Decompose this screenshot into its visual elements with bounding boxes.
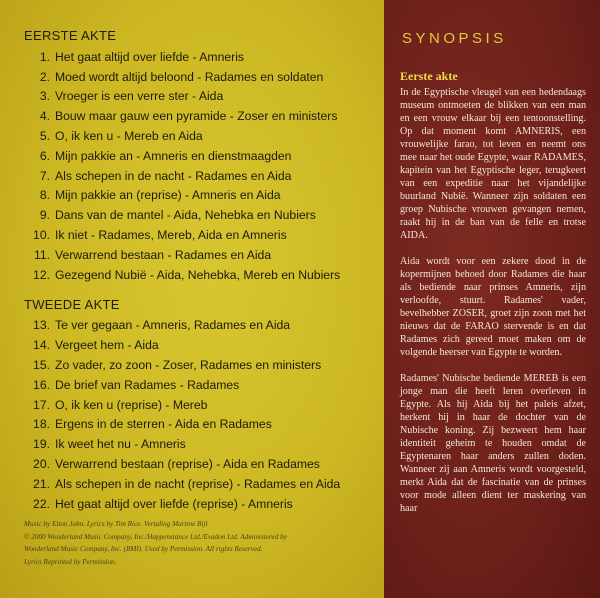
- credits-line: Lyrics Reprinted by Permission.: [24, 557, 117, 566]
- track-title: Als schepen in de nacht (reprise) - Radames en Aida: [55, 476, 341, 491]
- track-title: Bouw maar gauw een pyramide - Zoser en ministers: [55, 109, 338, 124]
- credits-line: Wonderland Music Company, Inc. (BMI). Used by Permission. All rights Reserved.: [24, 545, 263, 553]
- synopsis-paragraph: Aida wordt voor een zekere dood in de kopermijnen behoed door Radames die haar als bediende naar prinses Amneris, zijn verloofde, stuurt. Radames' vader, bevelhebber ZOSER, groet zijn zoon met het nieuws dat de FARAO stervende is en dat Radames zich gereed moet maken om de volgende heerser van Egypte te worden.: [400, 256, 586, 358]
- track-number: 21.: [33, 476, 50, 491]
- track-number: 16.: [33, 377, 50, 392]
- track-item: [24, 395, 384, 415]
- track-number: 19.: [33, 437, 50, 452]
- track-item: [24, 67, 384, 87]
- track-item: [24, 454, 384, 474]
- track-number: 18.: [33, 417, 50, 432]
- track-number: 20.: [33, 457, 50, 472]
- track-title: Zo vader, zo zoon - Zoser, Radames en ministers: [55, 358, 322, 373]
- track-item: [24, 47, 384, 67]
- track-number: 10.: [33, 228, 50, 243]
- track-number: 7.: [39, 168, 50, 183]
- track-item: [24, 316, 384, 336]
- track-title: Ik niet - Radames, Mereb, Aida en Amneris: [55, 228, 287, 243]
- track-number: 15.: [33, 358, 50, 373]
- track-number: 1.: [39, 49, 50, 64]
- track-number: 13.: [33, 318, 50, 333]
- track-item: [24, 186, 384, 206]
- track-title: Te ver gegaan - Amneris, Radames en Aida: [55, 318, 291, 333]
- track-title: Ik weet het nu - Amneris: [55, 437, 186, 452]
- track-title: Gezegend Nubië - Aida, Nehebka, Mereb en Nubiers: [55, 267, 341, 282]
- track-item: [24, 375, 384, 395]
- synopsis-paragraph: In de Egyptische vleugel van een hedendaags museum ontmoeten de blikken van een man en een vrouw elkaar bij een tentoonstelling. Op dat moment komt AMNERIS, een vrouwelijke farao, tot leven en neemt ons mee naar het oude Egypte, waar RADAMES, kapitein van het Egyptische leger, terugkeert van een expeditie naar het vijandelijke buurland Nubië. Wanneer zijn soldaten een groep Nubische vrouwen gevangen nemen, raakt hij in de ban van de felle en trotse AIDA.: [400, 87, 586, 241]
- track-number: 8.: [39, 188, 50, 203]
- act1-heading: EERSTE AKTE: [24, 28, 117, 43]
- track-title: O, ik ken u - Mereb en Aida: [55, 129, 203, 144]
- track-number: 5.: [39, 129, 50, 144]
- track-number: 9.: [39, 208, 50, 223]
- credits-line: © 2000 Wonderland Music Company, Inc./Happenstance Ltd./Evadon Ltd. Administered by: [24, 532, 287, 541]
- track-title: Dans van de mantel - Aida, Nehebka en Nubiers: [55, 208, 316, 223]
- track-number: 6.: [39, 148, 50, 163]
- synopsis-paragraph: Radames' Nubische bediende MEREB is een jonge man die heeft leren overleven in Egypte. Als hij Aida bij het paleis afzet, herkent hij in haar de dochter van de Nubische koning. Zij bezweert hem haar identiteit geheim te houden omdat de Egyptenaren haar anders zullen doden. Wanneer zij aan Amneris wordt voorgesteld, merkt Aida dat de fascinatie van de prinses voor mode alleen dient ter maskering van haar: [400, 373, 586, 514]
- track-item: [24, 474, 384, 494]
- track-item: [24, 434, 384, 454]
- track-title: Als schepen in de nacht - Radames en Aida: [55, 168, 292, 183]
- track-item: [24, 87, 384, 107]
- track-title: De brief van Radames - Radames: [55, 377, 240, 392]
- track-title: Vroeger is een verre ster - Aida: [55, 89, 224, 104]
- track-title: Moed wordt altijd beloond - Radames en soldaten: [55, 69, 324, 84]
- track-number: 2.: [39, 69, 50, 84]
- credits-block: [24, 518, 374, 568]
- track-number: 12.: [33, 267, 50, 282]
- act1-track-list: [24, 47, 384, 285]
- track-title: Vergeet hem - Aida: [55, 338, 159, 353]
- track-item: [24, 225, 384, 245]
- synopsis-title: SYNOPSIS: [402, 30, 507, 47]
- track-item: [24, 106, 384, 126]
- synopsis-panel: [384, 0, 600, 598]
- track-item: [24, 126, 384, 146]
- track-item: [24, 245, 384, 265]
- track-number: 14.: [33, 338, 50, 353]
- synopsis-subheading: Eerste akte: [400, 69, 458, 83]
- track-item: [24, 146, 384, 166]
- track-title: Het gaat altijd over liefde (reprise) - Amneris: [55, 496, 293, 511]
- track-title: Verwarrend bestaan (reprise) - Aida en Radames: [55, 457, 320, 472]
- track-title: Verwarrend bestaan - Radames en Aida: [55, 247, 272, 262]
- track-title: Het gaat altijd over liefde - Amneris: [55, 49, 244, 64]
- track-item: [24, 355, 384, 375]
- credits-line: Music by Elton John. Lyrics by Tim Rice. Vertaling Martine Bijl: [24, 520, 208, 528]
- track-title: Ergens in de sterren - Aida en Radames: [55, 417, 272, 432]
- act2-track-list: [24, 316, 384, 514]
- track-title: Mijn pakkie an (reprise) - Amneris en Aida: [55, 188, 281, 203]
- act2-heading: TWEEDE AKTE: [24, 296, 120, 312]
- track-number: 17.: [33, 397, 50, 412]
- track-item: [24, 205, 384, 225]
- track-number: 11.: [33, 247, 50, 262]
- track-item: [24, 335, 384, 355]
- track-item: [24, 415, 384, 435]
- track-item: [24, 166, 384, 186]
- track-title: Mijn pakkie an - Amneris en dienstmaagden: [55, 148, 292, 163]
- track-number: 4.: [39, 109, 50, 124]
- track-title: O, ik ken u (reprise) - Mereb: [55, 397, 208, 412]
- track-number: 22.: [33, 496, 50, 511]
- track-number: 3.: [39, 89, 50, 104]
- track-item: [24, 494, 384, 514]
- track-item: [24, 265, 384, 285]
